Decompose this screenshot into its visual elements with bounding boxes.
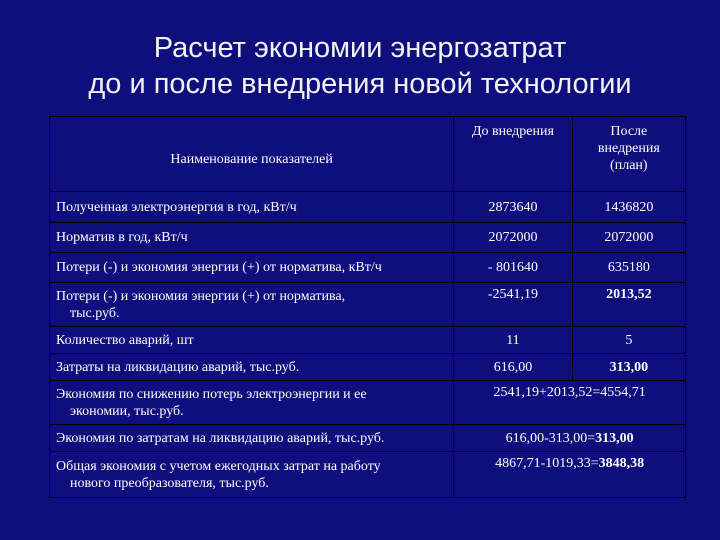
row-label: Норматив в год, кВт/ч: [50, 223, 454, 253]
row-before: -2541,19: [454, 283, 572, 327]
row-merged-value: [454, 425, 686, 452]
row-before: 11: [454, 327, 572, 354]
merged-result: 313,00: [595, 430, 634, 446]
row-after: 2072000: [572, 223, 685, 253]
row-before: 616,00: [454, 354, 572, 381]
row-after: 2013,52: [572, 283, 685, 327]
table-row: [50, 452, 686, 498]
header-before: До внедрения: [454, 117, 572, 192]
row-label: Полученная электроэнергия в год, кВт/ч: [50, 192, 454, 223]
header-after-line-3: (план): [610, 158, 648, 173]
table-header-row: [50, 117, 686, 192]
row-label-line-2: нового преобразователя, тыс.руб.: [70, 475, 269, 491]
table-row: [50, 283, 686, 327]
title-line-1: Расчет экономии энергозатрат: [153, 32, 567, 64]
row-label-line-1: Потери (-) и экономия энергии (+) от норматива,: [56, 288, 346, 304]
table-row: [50, 327, 686, 354]
row-after: 313,00: [572, 354, 685, 381]
row-label: Экономия по затратам на ликвидацию аварий, тыс.руб.: [50, 425, 454, 452]
row-label: Потери (-) и экономия энергии (+) от норматива, кВт/ч: [50, 253, 454, 283]
title-line-2: до и после внедрения новой технологии: [88, 68, 632, 100]
slide-title: [0, 30, 720, 102]
row-before: - 801640: [454, 253, 572, 283]
header-after-line-1: После: [610, 124, 648, 139]
row-merged-value: [454, 381, 686, 425]
header-after: [572, 117, 685, 192]
row-label: [50, 452, 454, 498]
table-row: [50, 425, 686, 452]
row-label-line-1: Экономия по снижению потерь электроэнергии и ее: [56, 386, 367, 402]
merged-result: 3848,38: [598, 456, 645, 471]
row-label: Количество аварий, шт: [50, 327, 454, 354]
merged-formula: 4867,71-1019,33=: [495, 456, 599, 471]
table-row: [50, 223, 686, 253]
row-label-line-1: Общая экономия с учетом ежегодных затрат на работу: [56, 458, 381, 474]
row-merged-value: [454, 452, 686, 498]
merged-formula: 616,00-313,00=: [505, 430, 596, 446]
row-label: Затраты на ликвидацию аварий, тыс.руб.: [50, 354, 454, 381]
row-before: 2072000: [454, 223, 572, 253]
header-after-line-2: внедрения: [597, 141, 660, 156]
row-after: 1436820: [572, 192, 685, 223]
row-label: [50, 381, 454, 425]
row-after: 635180: [572, 253, 685, 283]
row-after: 5: [572, 327, 685, 354]
table-row: [50, 192, 686, 223]
merged-formula: 2541,19+2013,52=4554,71: [493, 385, 646, 400]
header-name: Наименование показателей: [50, 117, 454, 192]
table-row: [50, 381, 686, 425]
row-label: [50, 283, 454, 327]
row-before: 2873640: [454, 192, 572, 223]
economy-table: [49, 116, 686, 498]
row-label-line-2: тыс.руб.: [70, 305, 120, 321]
table-row: [50, 354, 686, 381]
table-row: [50, 253, 686, 283]
row-label-line-2: экономии, тыс.руб.: [70, 403, 184, 419]
